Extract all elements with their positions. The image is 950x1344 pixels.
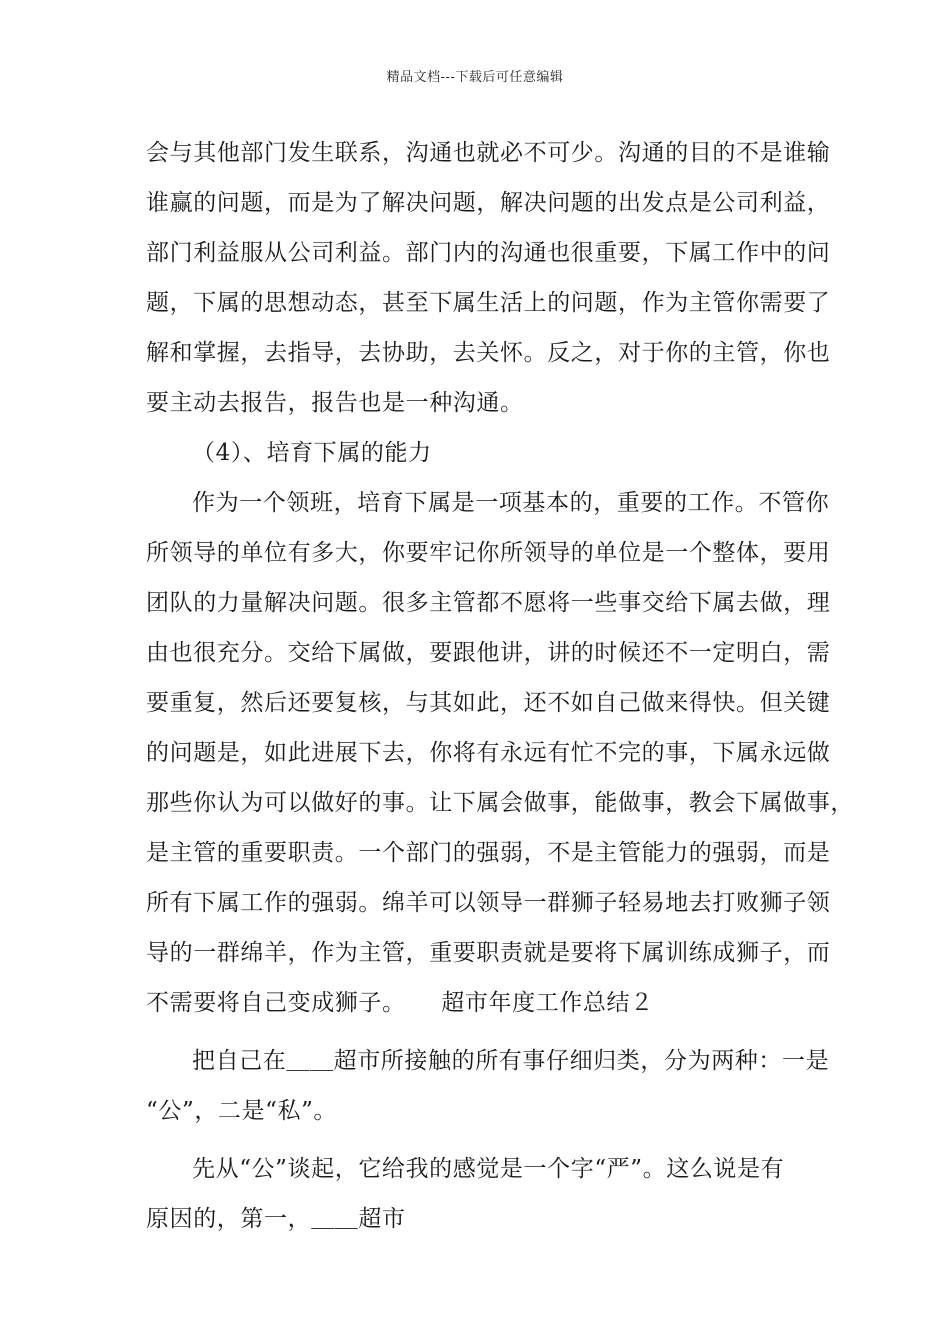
paragraph-line: 由也很充分。交给下属做，要跟他讲，讲的时候还不一定明白，需 bbox=[146, 640, 831, 666]
paragraph-line: 所有下属工作的强弱。绵羊可以领导一群狮子轻易地去打败狮子领 bbox=[146, 890, 831, 916]
paragraph-line: 谁赢的问题，而是为了解决问题，解决问题的出发点是公司利益， bbox=[146, 190, 831, 216]
section-heading: （4）、培育下属的能力 bbox=[192, 440, 432, 466]
paragraph-line: 题，下属的思想动态，甚至下属生活上的问题，作为主管你需要了 bbox=[146, 290, 831, 316]
paragraph-line: 原因的，第一，＿＿超市 bbox=[146, 1206, 406, 1232]
paragraph-line: 所领导的单位有多大，你要牢记你所领导的单位是一个整体，要用 bbox=[146, 540, 831, 566]
page-header: 精品文档---下载后可任意编辑 bbox=[386, 70, 564, 85]
paragraph-line: 要主动去报告，报告也是一种沟通。 bbox=[146, 390, 524, 416]
paragraph-line: 要重复，然后还要复核，与其如此，还不如自己做来得快。但关键 bbox=[146, 690, 831, 716]
document-body bbox=[146, 128, 854, 1244]
paragraph-line: “公”，二是“私”。 bbox=[146, 1098, 338, 1124]
paragraph-line: 把自己在＿＿超市所接触的所有事仔细归类，分为两种：一是 bbox=[192, 1048, 830, 1074]
paragraph-line: 先从“公”谈起，它给我的感觉是一个字“严”。这么说是有 bbox=[192, 1156, 785, 1182]
paragraph-line: 作为一个领班，培育下属是一项基本的，重要的工作。不管你 bbox=[192, 490, 830, 516]
paragraph-line: 的问题是，如此进展下去，你将有永远有忙不完的事，下属永远做 bbox=[146, 740, 831, 766]
paragraph-line: 是主管的重要职责。一个部门的强弱，不是主管能力的强弱，而是 bbox=[146, 840, 831, 866]
paragraph-line: 不需要将自己变成狮子。 超市年度工作总结２ bbox=[146, 990, 654, 1016]
paragraph-line: 那些你认为可以做好的事。让下属会做事，能做事，教会下属做事， bbox=[146, 790, 854, 816]
paragraph-line: 部门利益服从公司利益。部门内的沟通也很重要，下属工作中的问 bbox=[146, 240, 831, 266]
paragraph-line: 团队的力量解决问题。很多主管都不愿将一些事交给下属去做，理 bbox=[146, 590, 831, 616]
paragraph-line: 解和掌握，去指导，去协助，去关怀。反之，对于你的主管，你也 bbox=[146, 340, 831, 366]
paragraph-line: 导的一群绵羊，作为主管，重要职责就是要将下属训练成狮子，而 bbox=[146, 940, 831, 966]
paragraph-line: 会与其他部门发生联系，沟通也就必不可少。沟通的目的不是谁输 bbox=[146, 140, 831, 166]
